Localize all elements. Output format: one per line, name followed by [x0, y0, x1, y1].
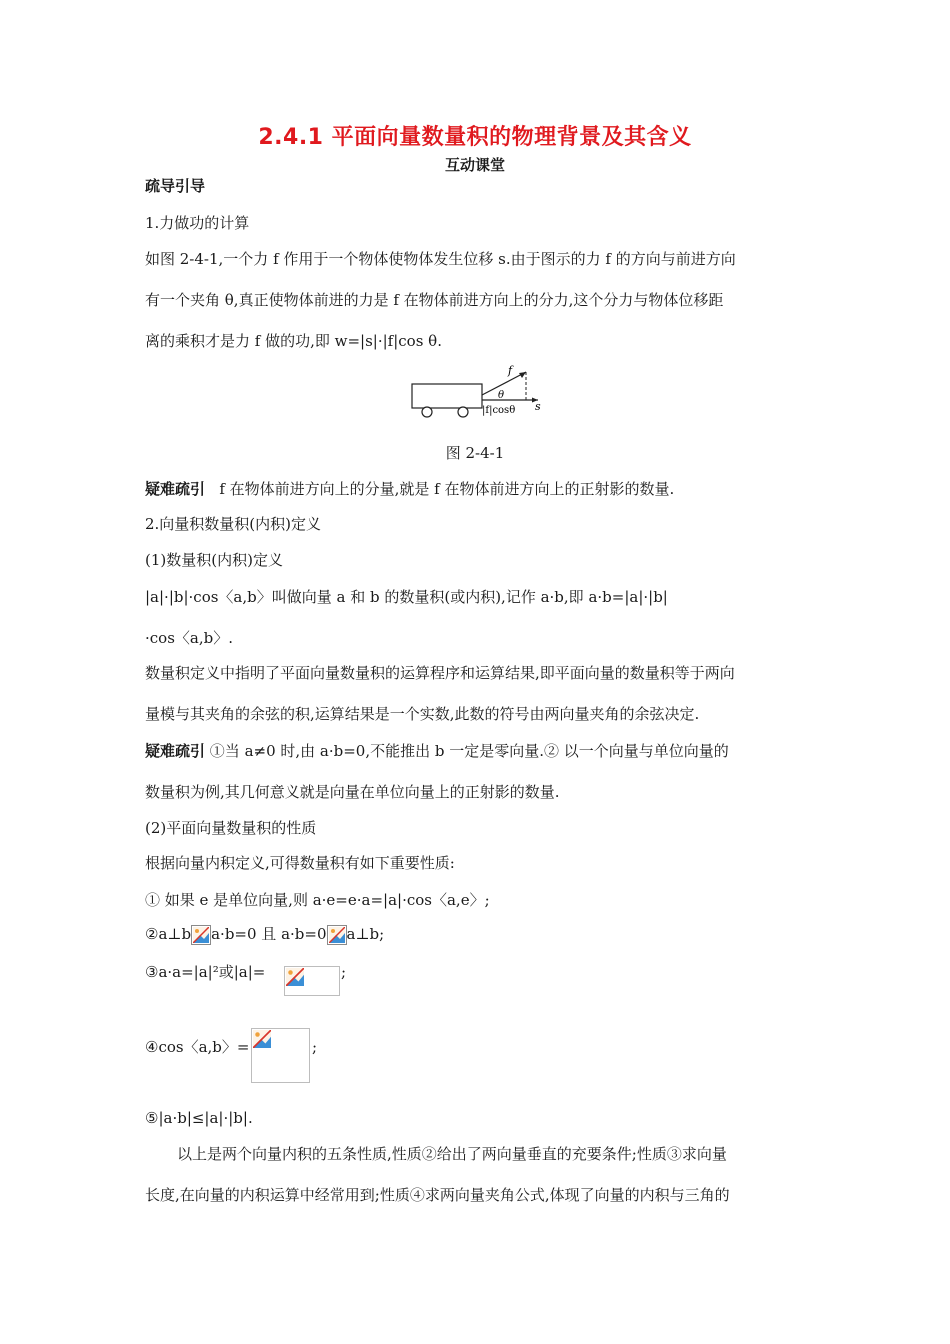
- page-subtitle: 互动课堂: [444, 156, 505, 174]
- property-5: ⑤|a·b|≤|a|·|b|.: [145, 1109, 253, 1127]
- formula-image-placeholder: [284, 966, 340, 996]
- section-1-paragraph-line-2: 有一个夹角 θ,真正使物体前进的力是 f 在物体前进方向上的分力,这个分力与物体位移距: [145, 291, 724, 309]
- cart-wheel-left: [422, 407, 432, 417]
- missing-image-icon: [191, 925, 211, 945]
- cart-wheel-right: [458, 407, 468, 417]
- property-2-part-a: ②a⊥b: [145, 925, 192, 943]
- property-2-part-b: a·b=0 且 a·b=0: [211, 925, 327, 943]
- force-work-figure: [408, 362, 558, 426]
- properties-intro: 根据向量内积定义,可得数量积有如下重要性质:: [145, 854, 455, 872]
- formula-image-placeholder: [251, 1028, 310, 1083]
- section-1-paragraph-line-1: 如图 2-4-1,一个力 f 作用于一个物体使物体发生位移 s.由于图示的力 f 的方向与前进方向: [145, 250, 736, 268]
- property-1: ① 如果 e 是单位向量,则 a·e=e·a=|a|·cos〈a,e〉;: [145, 891, 490, 909]
- summary-line-2: 长度,在向量的内积运算中经常用到;性质④求两向量夹角公式,体现了向量的内积与三角的: [145, 1186, 730, 1204]
- explanation-line-2: 量模与其夹角的余弦的积,运算结果是一个实数,此数的符号由两向量夹角的余弦决定.: [145, 705, 700, 723]
- note-2-line-1: [145, 741, 815, 761]
- note-2-text-1: ①当 a≠0 时,由 a·b=0,不能推出 b 一定是零向量.② 以一个向量与单位向量的: [209, 742, 729, 760]
- property-3-part-a: ③a·a=|a|²或|a|=: [145, 963, 266, 981]
- missing-image-icon: [327, 925, 347, 945]
- definition-line-1: |a|·|b|·cos〈a,b〉叫做向量 a 和 b 的数量积(或内积),记作 a·b,即 a·b=|a|·|b|: [145, 588, 668, 606]
- label-projection: |f|cosθ: [482, 405, 516, 416]
- property-3-semicolon: ;: [341, 963, 347, 981]
- section-2-title: 2.向量积数量积(内积)定义: [145, 515, 322, 533]
- property-4-part-a: ④cos〈a,b〉=: [145, 1038, 250, 1056]
- label-s: s: [535, 400, 541, 413]
- label-theta: θ: [498, 390, 505, 401]
- property-2-part-c: a⊥b;: [346, 925, 385, 943]
- note-2-label: 疑难疏引: [145, 742, 206, 760]
- explanation-line-1: 数量积定义中指明了平面向量数量积的运算程序和运算结果,即平面向量的数量积等于两向: [145, 664, 735, 682]
- property-4-semicolon: ;: [312, 1038, 318, 1056]
- summary-line-1: 以上是两个向量内积的五条性质,性质②给出了两向量垂直的充要条件;性质③求向量: [177, 1145, 727, 1163]
- definition-line-2: ·cos〈a,b〉.: [145, 629, 233, 647]
- section-2-subtitle-2: (2)平面向量数量积的性质: [145, 819, 317, 837]
- section-heading: 疏导引导: [145, 177, 206, 195]
- note-1-label: 疑难疏引: [145, 480, 206, 498]
- figure-caption: 图 2-4-1: [445, 444, 505, 462]
- section-1-paragraph-line-3: 离的乘积才是力 f 做的功,即 w=|s|·|f|cos θ.: [145, 332, 442, 350]
- section-1-title: 1.力做功的计算: [145, 214, 250, 232]
- note-2-line-2: 数量积为例,其几何意义就是向量在单位向量上的正射影的数量.: [145, 783, 560, 801]
- property-3: [145, 962, 815, 982]
- note-1: [145, 479, 815, 499]
- cart-body: [412, 384, 482, 408]
- property-4: [145, 1037, 815, 1057]
- property-2: [145, 924, 815, 945]
- label-f: f: [508, 364, 513, 377]
- note-1-text: f 在物体前进方向上的分量,就是 f 在物体前进方向上的正射影的数量.: [219, 480, 675, 498]
- section-2-subtitle-1: (1)数量积(内积)定义: [145, 551, 283, 569]
- page-title: 2.4.1 平面向量数量积的物理背景及其含义: [258, 125, 692, 150]
